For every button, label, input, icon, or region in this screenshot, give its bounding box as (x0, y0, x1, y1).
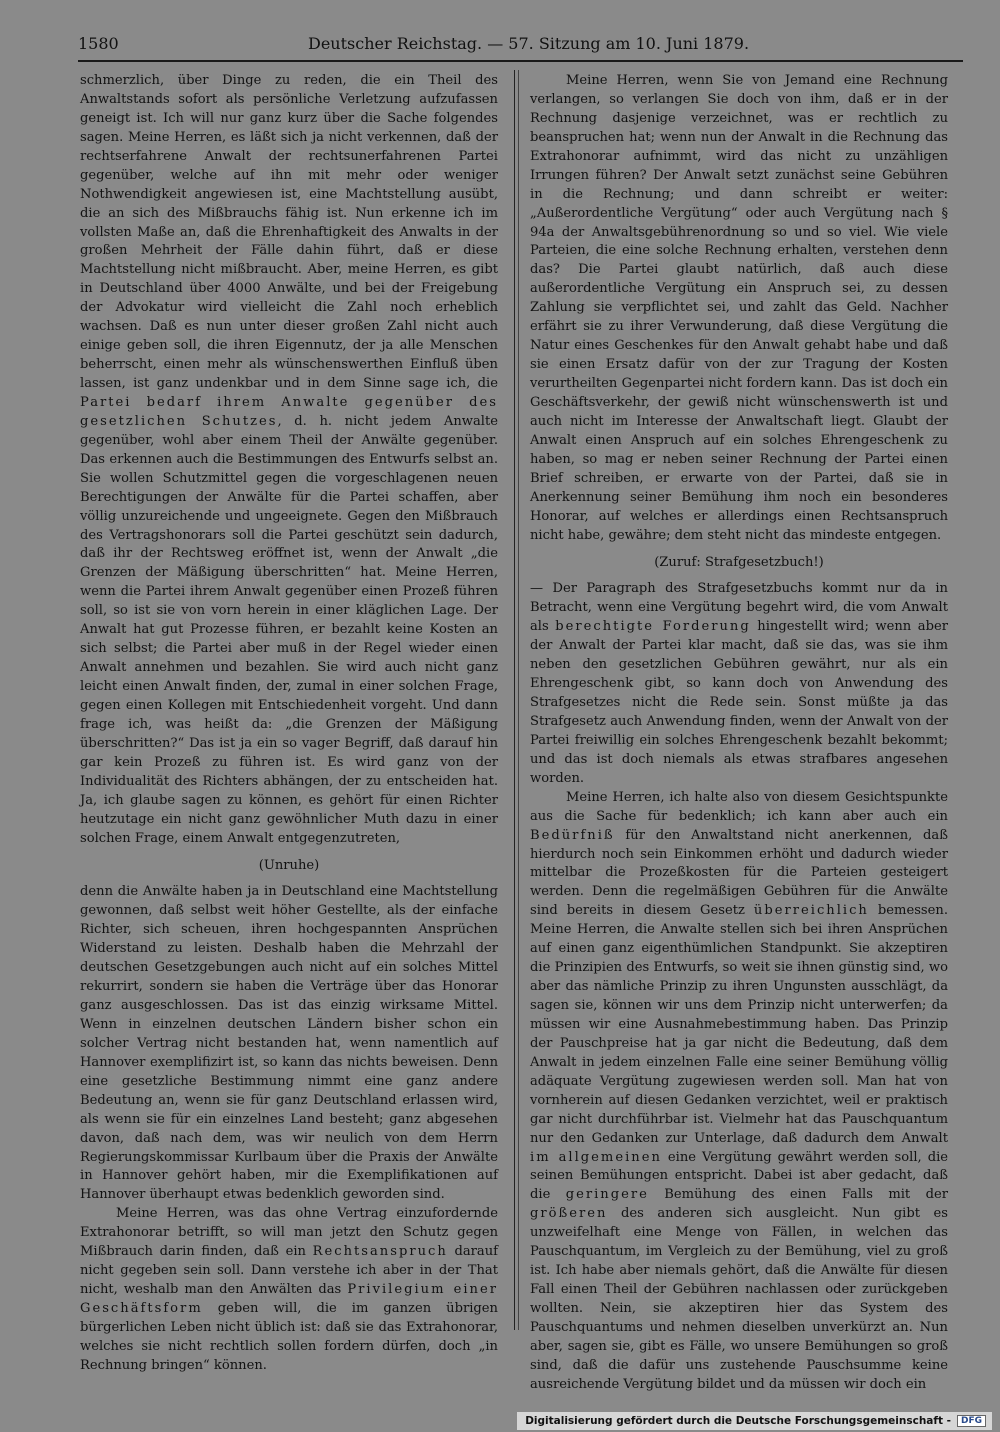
paragraph: denn die Anwälte haben ja in Deutschland eine Machtstellung gewonnen, daß selbst weit höher Gestellte, als der einfache Richter, sich scheuen, ihren hochgespannten Ansprüchen Widerstand zu leisten. Deshalb haben die Mehrzahl der deutschen Gesetzgebungen auch nicht auf ein solches Mittel rekurrirt, sondern sie haben die Verträge über das Honorar ganz ausgeschlossen. Das ist das einzig wirksame Mittel. Wenn in einzelnen deutschen Ländern bisher schon ein solcher Vertrag nicht bestanden hat, wenn namentlich auf Hannover exemplifizirt ist, so kann das nichts beweisen. Denn eine gesetzliche Bestimmung nimmt eine ganz andere Bedeutung an, wenn sie für ganz Deutschland erlassen wird, als wenn sie für ein einzelnes Land besteht; ganz abgesehen davon, daß nach dem, was wir neulich von dem Herrn Regierungskommissar Kurlbaum über die Praxis der Anwälte in Hannover gehört haben, mir die Exemplifikationen auf Hannover überhaupt etwas bedenklich geworden sind. (80, 884, 498, 1203)
text-run: — Der Paragraph des Strafgesetzbuchs kommt nur da in Betracht, wenn eine Vergütung begehrt wird, die vom Anwalt als (530, 581, 948, 635)
text-run: schmerzlich, über Dinge zu reden, die ein Theil des Anwaltstands sofort als persönliche Verletzung aufzufassen geneigt ist. Ich will nur ganz kurz über die Sache folgendes sagen. Meine Herren, es läßt sich ja nicht verkennen, daß der rechtserfahrene Anwalt der rechtsunerfahrenen Partei gegenüber, welche auf ihn mit mehr oder weniger Nothwendigkeit angewiesen ist, eine Machtstellung ausübt, die an sich des Mißbrauchs fähig ist. Nun erkenne ich im vollsten Maße an, daß die Ehrenhaftigkeit des Anwalts in der großen Mehrheit der Fälle dahin führt, daß er diese Machtstellung nicht mißbraucht. Aber, meine Herren, es gibt in Deutschland über 4000 Anwälte, und bei der Freigebung der Advokatur wird vielleicht die Zahl noch erheblich wachsen. Daß es nun unter dieser großen Zahl nicht auch einige geben soll, die ihren Eigennutz, der ja alle Menschen beherrscht, einen mehr als wünschenswerthen Einfluß üben lassen, ist ganz undenkbar und in dem Sinne sage ich, die (80, 73, 498, 391)
header-rule (78, 60, 963, 62)
text-run: für den Anwaltstand nicht anerkennen, daß hierdurch noch sein Einkommen erhöht und dadurch wieder mittelbar die Prozeßkosten für die Parteien gesteigert werden. Denn die regelmäßigen Gebühren für die Anwälte sind bereits in diesem Gesetz (530, 827, 948, 919)
emphasized-text: Partei bedarf ihrem Anwalte gegenüber des gesetzlichen Schutzes (80, 394, 498, 429)
text-run: Meine Herren, ich halte also von diesem Gesichtspunkte aus die Sache für bedenklich; ich kann aber auch ein (530, 789, 948, 824)
paragraph (80, 1205, 498, 1375)
paragraph (530, 580, 948, 788)
text-run: darauf nicht gegeben sein soll. Dann verstehe ich aber in der That nicht, weshalb man den Anwälten das (80, 1244, 499, 1298)
text-run: Bemühung des einen Falls mit der (648, 1187, 948, 1203)
emphasized-text: geringere (565, 1187, 649, 1203)
emphasized-text: berechtigte Forderung (555, 619, 751, 635)
emphasized-text: im allgemeinen (530, 1149, 662, 1165)
paragraph (530, 789, 948, 1395)
interjection: (Zuruf: Strafgesetzbuch!) (654, 555, 824, 571)
text-run: geben will, die im ganzen übrigen bürgerlichen Leben nicht üblich ist: daß sie das Extrahonorar, welches sie nicht rechtlich sollen fordern dürfen, doch „in Rechnung bringen“ können. (80, 1301, 498, 1373)
text-run: bemessen. Meine Herren, die Anwalte stellen sich bei ihren Ansprüchen auf einen ganz eigenthümlichen Standpunkt. Sie akzeptiren die Prinzipien des Entwurfs, so weit sie ihnen günstig sind, wo aber das nämliche Prinzip zu ihren Ungunsten ausschlägt, da sagen sie, können wir uns dem Prinzip nicht unterwerfen; da müssen wir eine Ausnahmebestimmung haben. Das Prinzip der Pauschpreise hat ja gar nicht die Bedeutung, daß dem Anwalt in jedem einzelnen Falle eine seiner Bemühung völlig adäquate Vergütung zugewiesen werden soll. Man hat von vornherein auf diesen Gedanken verzichtet, weil er praktisch gar nicht durchführbar ist. Vielmehr hat das Pauschquantum nur den Gedanken zur Unterlage, daß dadurch dem Anwalt (530, 903, 948, 1146)
page-header (78, 32, 963, 58)
footer-text: Digitalisierung gefördert durch die Deutsche Forschungsgemeinschaft - (525, 1415, 951, 1427)
digitization-footer (517, 1412, 992, 1430)
right-column (530, 72, 948, 1395)
emphasized-text: Privilegium einer Geschäftsform (80, 1282, 498, 1316)
running-title: Deutscher Reichstag. — 57. Sitzung am 10. Juni 1879. (308, 34, 750, 53)
text-run: Meine Herren, was das ohne Vertrag einzufordernde Extrahonorar betrifft, so will man jetzt den Schutz gegen Mißbrauch darin finden, daß ein (80, 1206, 498, 1260)
dfg-logo: DFG (957, 1415, 986, 1427)
paragraph: Meine Herren, wenn Sie von Jemand eine Rechnung verlangen, so verlangen Sie doch von ihm, daß er in der Rechnung dasjenige verzeichnet, was er rechtlich zu beanspruchen hat; wenn nun der Anwalt in die Rechnung das Extrahonorar aufnimmt, wird das nicht zu unzähligen Irrungen führen? Der Anwalt setzt zunächst seine Gebühren in die Rechnung; und dann schreibt er weiter: „Außerordentliche Vergütung“ oder auch Vergütung nach § 94a der Anwaltsgebührenordnung so und so viel. Wie viele Parteien, die eine solche Rechnung erhalten, verstehen denn das? Die Partei glaubt natürlich, daß auch diese außerordentliche Vergütung ein Anspruch sei, zu dessen Zahlung sie verpflichtet sei, und zahlt das Geld. Nachher erfährt sie zu ihrer Verwunderung, daß diese Vergütung die Natur eines Geschenkes für den Anwalt gehabt habe und daß sie einen Ersatz dafür von der zur Tragung der Kosten verurtheilten Gegenpartei nicht fordern kann. Das ist doch ein Geschäftsverkehr, der gewiß nicht wünschenswerth ist und auch nicht im Interesse der Anwaltschaft liegt. Glaubt der Anwalt einen Anspruch auf ein solches Ehrengeschenk zu haben, so mag er neben seiner Rechnung der Partei einen Brief schreiben, er erwarte von der Partei, daß sie in Anerkennung seiner Bemühung ihm noch ein besonderes Honorar, auf welches er allerdings einen Rechtsanspruch nicht habe, gewähre; dem steht nicht das mindeste entgegen. (530, 73, 948, 543)
emphasized-text: überreichlich (753, 903, 869, 919)
text-run: , d. h. nicht jedem Anwalte gegenüber, wohl aber einem Theil der Anwälte gegenüber. Das erkennen auch die Bestimmungen des Entwurfs selbst an. Sie wollen Schutzmittel gegen die vorgeschlagenen neuen Berechtigungen der Anwälte für die Partei schaffen, aber völlig unzureichende und ungeeignete. Gegen den Mißbrauch des Vertragshonorars soll die Partei geschützt sein dadurch, daß ihr der Rechtsweg eröffnet ist, wenn der Anwalt „die Grenzen der Mäßigung überschritten“ hat. Meine Herren, wenn die Partei ihrem Anwalt gegenüber einen Prozeß führen soll, so ist sie von vorn herein in einer kläglichen Lage. Der Anwalt hat gut Prozesse führen, er bezahlt keine Kosten an sich selbst; die Partei aber muß in der Regel wieder einen Anwalt annehmen und bezahlen. Sie wird auch nicht ganz leicht einen Anwalt finden, der, zumal in einer solchen Frage, gegen einen Kollegen mit Entschiedenheit vorgeht. Und dann frage ich, was heißt da: „die Grenzen der Mäßigung überschritten?“ Das ist ja ein so vager Begriff, daß darauf hin gar kein Prozeß zu führen ist. Es wird ganz von der Individualität des Richters abhängen, der zu entscheiden hat. Ja, ich glaube sagen zu können, es gehört für einen Richter heutzutage ein nicht ganz gewöhnlicher Muth dazu in einer solchen Frage, einem Anwalt entgegenzutreten, (80, 413, 498, 846)
page-number: 1580 (78, 34, 119, 53)
emphasized-text: Rechtsanspruch (312, 1244, 448, 1260)
emphasized-text: Bedürfniß (530, 827, 615, 843)
column-divider-secondary (518, 70, 519, 1330)
interjection: (Unruhe) (258, 858, 320, 874)
text-run: hingestellt wird; wenn aber der Anwalt der Partei klar macht, daß sie das, was sie ihm neben den gesetzlichen Gebühren gewährt, nur als ein Ehrengeschenk gibt, so kann doch von Anwendung des Strafgesetzes nicht die Rede sein. Sonst müßte ja das Strafgesetz auch Anwendung finden, wenn der Anwalt von der Partei freiwillig ein solches Ehrengeschenk bezahlt bekommt; und das ist doch niemals als etwas strafbares angesehen worden. (530, 619, 948, 786)
left-column (80, 72, 498, 1376)
emphasized-text: größeren (530, 1206, 608, 1222)
text-run: des anderen sich ausgleicht. Nun gibt es unzweifelhaft eine Menge von Fällen, in welchen das Pauschquantum, im Vergleich zu der Bemühung, viel zu groß ist. Ich habe aber niemals gehört, daß die Anwälte für diesen Fall einen Theil der Gebühren nachlassen oder zurückgeben wollten. Nein, sie akzeptiren hier das System des Pauschquantums und nehmen dieselben unverkürzt an. Nun aber, sagen sie, gibt es Fälle, wo unsere Bemühungen so groß sind, daß die dafür uns zustehende Pauschsumme keine ausreichende Vergütung bildet und da müssen wir doch ein (530, 1206, 948, 1392)
text-run: eine Vergütung gewährt werden soll, die seinen Bemühungen entspricht. Dabei ist aber gedacht, daß die (530, 1149, 949, 1203)
paragraph (80, 72, 498, 848)
column-divider (514, 70, 515, 1330)
